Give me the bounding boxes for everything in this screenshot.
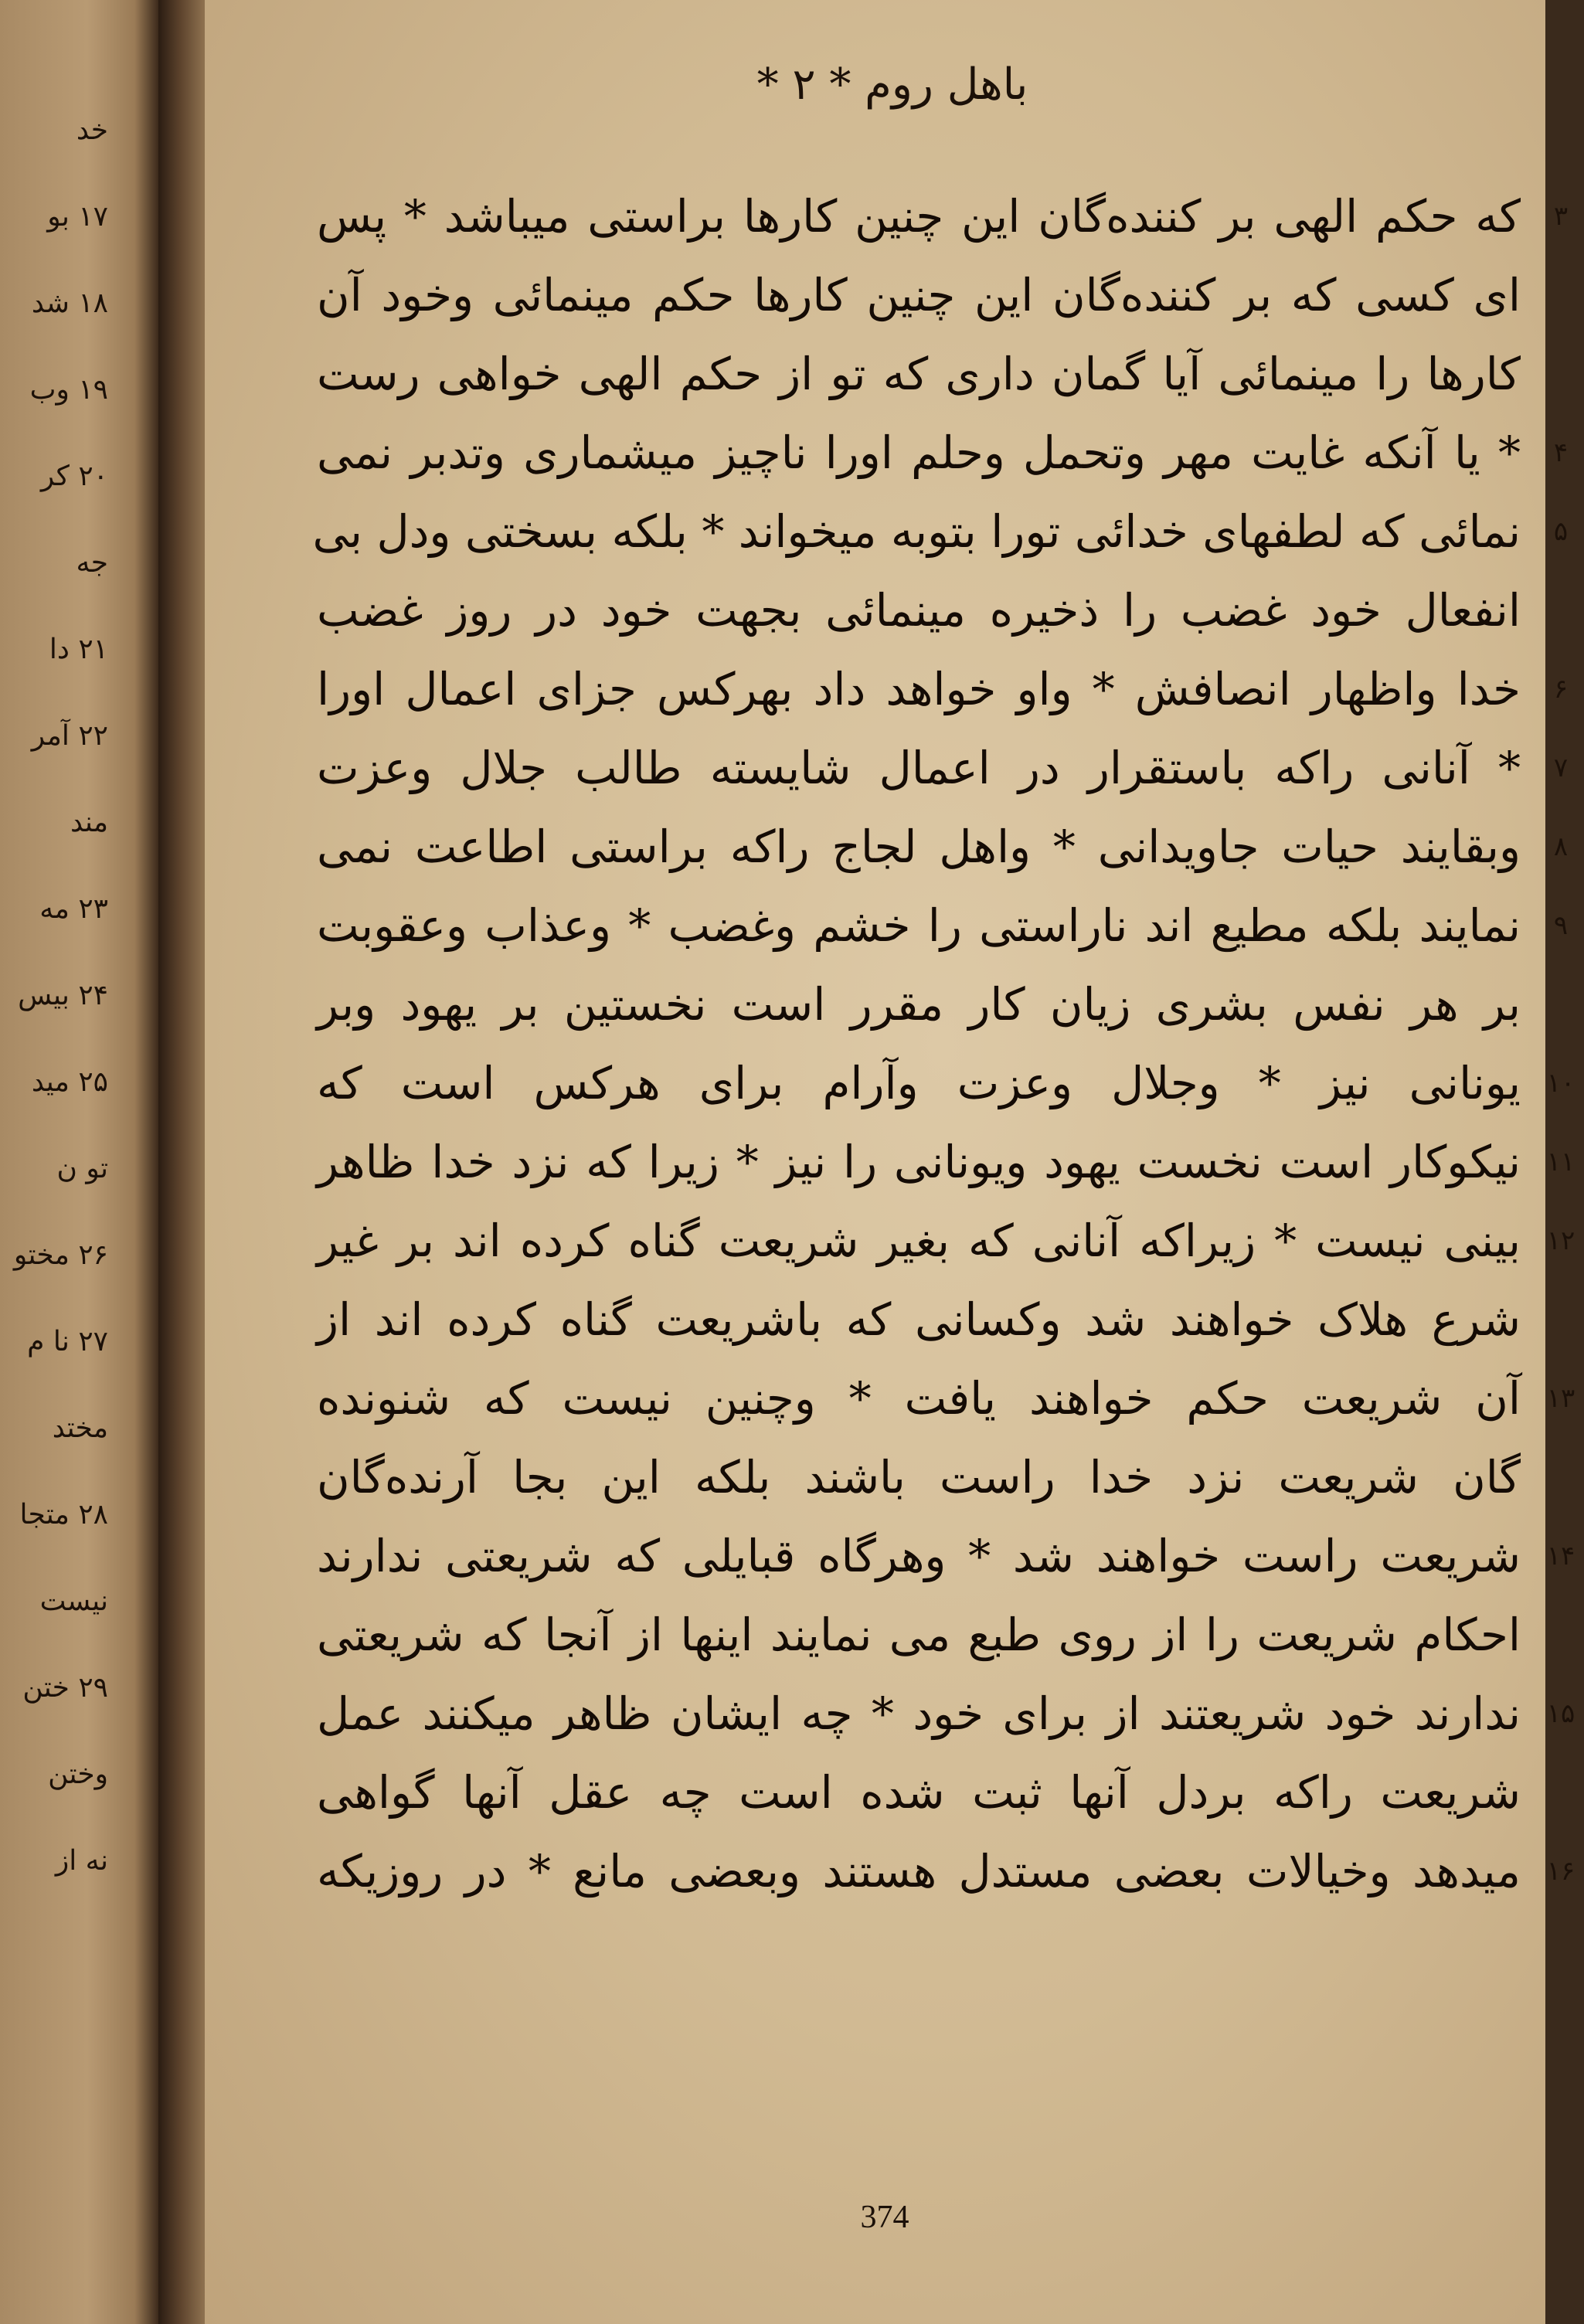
left-margin-fragment: جه (76, 547, 108, 579)
left-page-margin-fragments (0, 0, 116, 2324)
verse-number: ۹ (1553, 910, 1569, 941)
text-line (317, 807, 1584, 887)
text-line (317, 1122, 1584, 1202)
left-margin-fragment: ۲۱ دا (49, 634, 108, 665)
line-text: شرع هلاک خواهند شد وکسانی که باشریعت گناه کرده اند از (317, 1293, 1521, 1346)
line-text: بر هر نفس بشری زیان کار مقرر است نخستین بر یهود وبر (317, 977, 1521, 1031)
left-facing-page (0, 0, 158, 2324)
left-margin-fragment: مند (70, 807, 108, 838)
text-line (317, 176, 1584, 257)
body-text (205, 0, 1576, 2324)
left-margin-fragment: نیست (39, 1585, 108, 1617)
line-text: شریعت راکه بردل آنها ثبت شده است چه عقل آنها گواهی (317, 1765, 1521, 1819)
text-line (317, 1831, 1584, 1911)
line-text: بینی نیست * زیراکه آنانی که بغیر شریعت گناه کرده اند بر غیر (317, 1214, 1521, 1267)
text-line (317, 1595, 1584, 1675)
line-text: * یا آنکه غایت مهر وتحمل وحلم اورا ناچیز میشماری وتدبر نمی (317, 426, 1521, 479)
left-margin-fragment: تو ن (56, 1153, 108, 1184)
line-text: * آنانی راکه باستقرار در اعمال شایسته طالب جلال وعزت (317, 741, 1521, 794)
left-margin-fragment: وختن (48, 1758, 108, 1790)
text-line (317, 885, 1584, 966)
left-margin-fragment: مختد (52, 1412, 108, 1444)
line-text: گان شریعت نزد خدا راست باشند بلکه این بجا آرنده‌گان (317, 1450, 1521, 1503)
line-text: نمائی که لطفهای خدائی تورا بتوبه میخواند * بلکه بسختی ودل بی (312, 505, 1521, 558)
text-line (317, 1516, 1584, 1596)
line-text: نمایند بلکه مطیع اند ناراستی را خشم وغضب * وعذاب وعقوبت (317, 899, 1521, 952)
left-margin-fragment: ۲۹ ختن (22, 1672, 108, 1704)
text-line (317, 1752, 1584, 1833)
line-text: نیکوکار است نخست یهود ویونانی را نیز * زیرا که نزد خدا ظاهر (317, 1135, 1521, 1188)
verse-number: ۸ (1553, 831, 1569, 862)
book-gutter (158, 0, 205, 2324)
text-line (317, 964, 1584, 1045)
left-margin-fragment: ۲۷ نا م (27, 1326, 108, 1357)
line-text: ندارند خود شریعتند از برای خود * چه ایشان ظاهر میکنند عمل (317, 1687, 1521, 1740)
verse-number: ۱۰ (1546, 1068, 1576, 1099)
text-line (312, 491, 1584, 572)
verse-number: ۳ (1553, 201, 1569, 232)
line-text: احکام شریعت را از روی طبع می نمایند اینها از آنجا که شریعتی (317, 1608, 1521, 1661)
running-head: باهل روم * ۲ * (756, 59, 1028, 110)
left-margin-fragment: ۲۵ مید (31, 1066, 108, 1098)
text-line (317, 649, 1584, 729)
verse-number: ۱۱ (1546, 1147, 1576, 1177)
line-text: خدا واظهار انصافش * واو خواهد داد بهرکس جزای اعمال اورا (317, 662, 1521, 715)
line-text: که حکم الهی بر کننده‌گان این چنین کارها براستی میباشد * پس (317, 189, 1521, 243)
line-text: آن شریعت حکم خواهند یافت * وچنین نیست که شنونده (317, 1371, 1521, 1425)
verse-number: ۱۳ (1546, 1383, 1576, 1414)
left-margin-fragment: خد (76, 114, 108, 146)
left-margin-fragment: ۱۷ بو (47, 201, 108, 233)
verse-number: ۷ (1553, 753, 1569, 783)
left-margin-fragment: ۲۸ متجا (19, 1499, 108, 1531)
verse-number: ۱۶ (1546, 1856, 1576, 1887)
left-margin-fragment: ۲۲ آمر (31, 720, 108, 752)
line-text: یونانی نیز * وجلال وعزت وآرام برای هرکس است که (317, 1056, 1521, 1109)
text-line (317, 334, 1584, 414)
left-margin-fragment: ۲۴ بیس (18, 980, 108, 1011)
verse-number: ۱۲ (1546, 1225, 1576, 1256)
left-margin-fragment: ۱۹ وب (29, 374, 108, 406)
text-line (317, 255, 1584, 335)
text-line (317, 1437, 1584, 1517)
right-page (205, 0, 1576, 2324)
line-text: انفعال خود غضب را ذخیره مینمائی بجهت خود در روز غضب (317, 583, 1521, 637)
text-line (317, 413, 1584, 493)
verse-number: ۶ (1553, 674, 1569, 705)
text-line (317, 1279, 1584, 1360)
text-line (317, 1201, 1584, 1281)
page-number: 374 (860, 2200, 909, 2235)
left-margin-fragment: ۱۸ شد (31, 287, 108, 319)
left-margin-fragment: ۲۶ مختو (13, 1239, 108, 1271)
line-text: کارها را مینمائی آیا گمان داری که تو از حکم الهی خواهی رست (317, 347, 1521, 400)
line-text: ای کسی که بر کننده‌گان این چنین کارها حکم مینمائی وخود آن (317, 268, 1521, 321)
text-line (317, 1043, 1584, 1123)
left-margin-fragment: نه از (55, 1845, 108, 1877)
line-text: وبقایند حیات جاویدانی * واهل لجاج راکه براستی اطاعت نمی (317, 820, 1521, 873)
left-margin-fragment: ۲۰ کر (40, 460, 108, 492)
line-text: شریعت راست خواهند شد * وهرگاه قبایلی که شریعتی ندارند (317, 1529, 1521, 1582)
text-line (317, 1358, 1584, 1439)
left-margin-fragment: ۲۳ مه (39, 893, 108, 925)
text-line (317, 570, 1584, 651)
verse-number: ۱۴ (1546, 1541, 1576, 1571)
text-line (317, 728, 1584, 808)
verse-number: ۱۵ (1546, 1698, 1576, 1729)
text-line (317, 1673, 1584, 1754)
verse-number: ۴ (1553, 437, 1569, 468)
verse-number: ۵ (1553, 516, 1569, 547)
line-text: میدهد وخیالات بعضی مستدل هستند وبعضی مانع * در روزیکه (317, 1844, 1521, 1898)
